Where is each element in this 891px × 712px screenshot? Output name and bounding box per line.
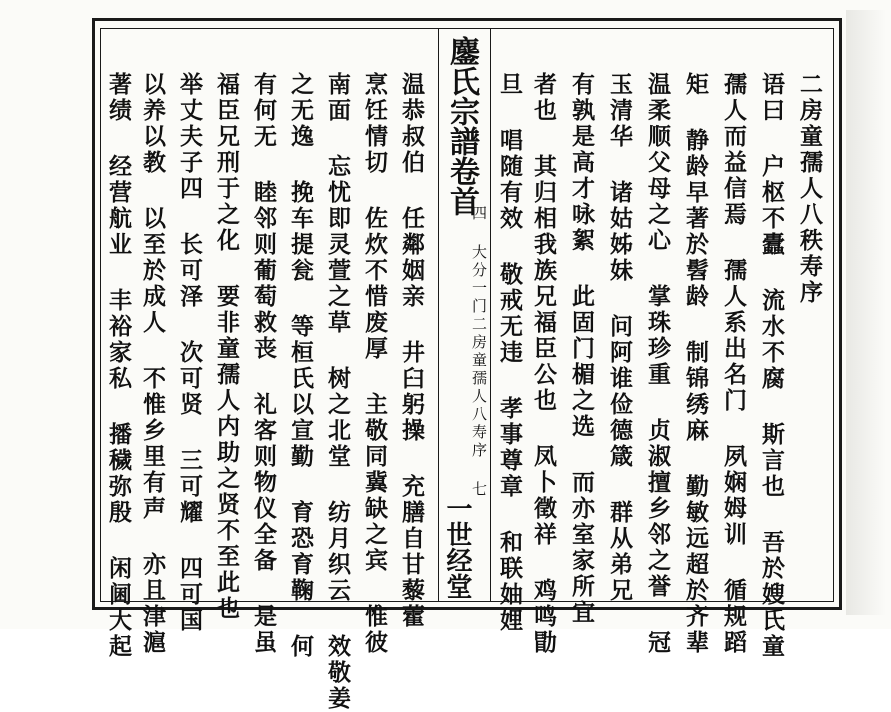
spine-divider-right [490,28,491,602]
text-column: 南面 忘忧即灵萱之草 树之北堂 纺月织云 效敬姜 [324,72,351,712]
hall-name: 一世经堂 [442,495,472,599]
text-column: 矩 静龄早著於髫龄 制锦绣麻 勤敏远超於齐辈 [682,72,709,656]
text-column: 温柔顺父母之心 掌珠珍重 贞淑擅乡邻之誉 冠 [644,72,671,656]
spine-divider-left [438,28,439,602]
text-column: 玉清华 诸姑姊妹 问阿谁俭德箴 群从弟兄 [606,72,633,604]
text-column: 以养以教 以至於成人 不惟乡里有声 亦且津滬 [139,72,166,656]
text-column: 二房童孺人八秩寿序 [796,72,823,306]
text-column: 语曰 户枢不蠹 流水不腐 斯言也 吾於嫂氏童 [758,72,785,660]
text-column: 有孰是高才咏絮 此固门楣之选 而亦室家所宜 [568,72,595,626]
text-column: 烹饪情切 佐炊不惜废厚 主敬同冀缺之宾 惟彼 [361,72,388,656]
text-column: 温恭叔伯 任鄰姻亲 井臼躬操 充膳自甘藜藿 [398,72,425,630]
book-title: 鏖氏宗譜卷首 [444,36,479,216]
text-column: 福臣兄刑于之化 要非童孺人内助之贤不至此也 [213,72,240,622]
section-note: 四 大分一门二房童孺人八寿序 七 [470,205,488,499]
text-column: 举丈夫子四 长可泽 次可贤 三可耀 四可国 [176,72,203,634]
text-column: 旦 唱随有效 敬戒无违 孝事尊章 和联妯娌 [496,72,523,634]
page-fold-shadow [846,10,886,615]
text-column: 者也 其归相我族兄福臣公也 凤卜徵祥 鸡鸣勖 [530,72,557,656]
text-column: 孺人而益信焉 孺人系出名门 夙娴姆训 循规蹈 [720,72,747,656]
text-column: 之无逸 挽车提瓮 等桓氏以宣勤 育恐育鞠 何 [287,72,314,660]
text-column: 著绩 经营航业 丰裕家私 播穢弥殷 闲阃大起 [105,72,132,660]
text-column: 有何无 睦邻则葡萄救丧 礼客则物仪全备 是虽 [250,72,277,656]
